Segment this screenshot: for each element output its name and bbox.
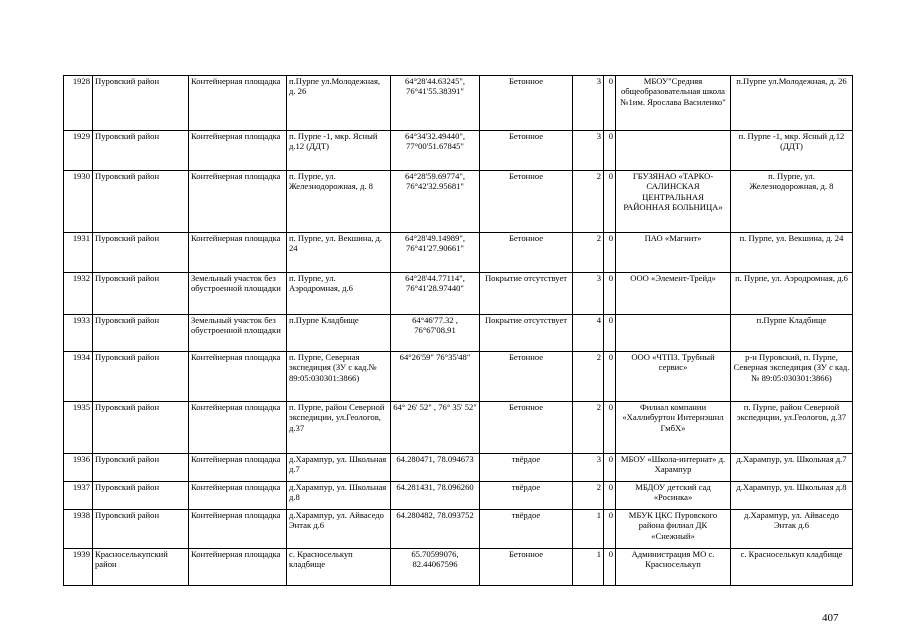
owner-cell: МБОУ «Школа-интернат» д. Харампур	[616, 454, 731, 482]
surface-cell: Бетонное	[480, 549, 573, 586]
coordinates-cell: 64°28'49.14989", 76°41'27.90661"	[391, 233, 480, 273]
container-count-cell: 3	[573, 273, 604, 315]
address-cell: п. Пурпе, ул. Векшина, д. 24	[287, 233, 391, 273]
waste-source-cell: п. Пурпе -1, мкр. Ясный д.12 (ДДТ)	[731, 131, 853, 171]
surface-cell: Покрытие отсутствует	[480, 315, 573, 352]
container-count-cell: 2	[573, 402, 604, 454]
address-cell: п. Пурпе, Северная экспедиция (ЗУ с кад.№ 89:05:030301:3866)	[287, 352, 391, 402]
surface-cell: Бетонное	[480, 76, 573, 131]
row-number: 1933	[64, 315, 93, 352]
row-number: 1936	[64, 454, 93, 482]
coordinates-cell: 64°46'77.32 , 76°67'08.91	[391, 315, 480, 352]
row-number: 1929	[64, 131, 93, 171]
surface-cell: Бетонное	[480, 131, 573, 171]
row-number: 1935	[64, 402, 93, 454]
table-row	[64, 76, 853, 131]
owner-cell: ГБУЗЯНАО «ТАРКО-САЛИНСКАЯ ЦЕНТРАЛЬНАЯ РАЙОННАЯ БОЛЬНИЦА»	[616, 171, 731, 233]
table-row	[64, 482, 853, 510]
container-count-2-cell: 0	[604, 352, 616, 402]
container-count-2-cell: 0	[604, 233, 616, 273]
container-count-2-cell: 0	[604, 76, 616, 131]
row-number: 1939	[64, 549, 93, 586]
site-type-cell: Земельный участок без обустроенной площадки	[189, 273, 287, 315]
district-cell: Пуровский район	[93, 233, 189, 273]
address-cell: п. Пурпе, ул. Железнодорожная, д. 8	[287, 171, 391, 233]
table-row	[64, 233, 853, 273]
address-cell: п. Пурпе -1, мкр. Ясный д.12 (ДДТ)	[287, 131, 391, 171]
container-count-cell: 2	[573, 233, 604, 273]
district-cell: Пуровский район	[93, 482, 189, 510]
district-cell: Пуровский район	[93, 402, 189, 454]
waste-source-cell: д.Харампур, ул. Школьная д.7	[731, 454, 853, 482]
container-count-cell: 3	[573, 76, 604, 131]
container-count-cell: 1	[573, 510, 604, 549]
container-count-cell: 3	[573, 454, 604, 482]
surface-cell: твёрдое	[480, 510, 573, 549]
district-cell: Пуровский район	[93, 315, 189, 352]
waste-source-cell: п.Пурпе Кладбище	[731, 315, 853, 352]
container-count-2-cell: 0	[604, 273, 616, 315]
container-count-cell: 1	[573, 549, 604, 586]
district-cell: Пуровский район	[93, 510, 189, 549]
coordinates-cell: 64°28'59.69774", 76°42'32.95681"	[391, 171, 480, 233]
coordinates-cell: 65.70599076, 82.44067596	[391, 549, 480, 586]
container-count-cell: 4	[573, 315, 604, 352]
waste-source-cell: п.Пурпе ул.Молодежная, д. 26	[731, 76, 853, 131]
owner-cell	[616, 131, 731, 171]
coordinates-cell: 64.280471, 78.094673	[391, 454, 480, 482]
waste-source-cell: п. Пурпе, ул. Железнодорожная, д. 8	[731, 171, 853, 233]
address-cell: п.Пурпе ул.Молодежная, д. 26	[287, 76, 391, 131]
row-number: 1937	[64, 482, 93, 510]
table-body	[64, 76, 853, 586]
site-type-cell: Контейнерная площадка	[189, 510, 287, 549]
surface-cell: Покрытие отсутствует	[480, 273, 573, 315]
table-row	[64, 510, 853, 549]
container-count-2-cell: 0	[604, 454, 616, 482]
site-type-cell: Контейнерная площадка	[189, 76, 287, 131]
container-count-cell: 3	[573, 131, 604, 171]
waste-source-cell: п. Пурпе, ул. Векшина, д. 24	[731, 233, 853, 273]
table-row	[64, 315, 853, 352]
address-cell: с. Красноселькуп кладбище	[287, 549, 391, 586]
address-cell: д.Харампур, ул. Школьная д.8	[287, 482, 391, 510]
district-cell: Пуровский район	[93, 454, 189, 482]
owner-cell: МБУК ЦКС Пуровского района филиал ДК «Снежный»	[616, 510, 731, 549]
row-number: 1932	[64, 273, 93, 315]
owner-cell: МБДОУ детский сад «Росинка»	[616, 482, 731, 510]
address-cell: п. Пурпе, район Северной экспедиции, ул.Геологов, д.37	[287, 402, 391, 454]
surface-cell: Бетонное	[480, 352, 573, 402]
owner-cell	[616, 315, 731, 352]
container-count-cell: 2	[573, 171, 604, 233]
waste-source-cell: п. Пурпе, ул. Аэродромная, д.6	[731, 273, 853, 315]
site-type-cell: Контейнерная площадка	[189, 549, 287, 586]
site-type-cell: Контейнерная площадка	[189, 454, 287, 482]
surface-cell: твёрдое	[480, 454, 573, 482]
owner-cell: ПАО «Магнит»	[616, 233, 731, 273]
table-row	[64, 273, 853, 315]
district-cell: Пуровский район	[93, 352, 189, 402]
table-row	[64, 352, 853, 402]
district-cell: Пуровский район	[93, 131, 189, 171]
registry-table	[63, 75, 853, 586]
row-number: 1931	[64, 233, 93, 273]
table-row	[64, 402, 853, 454]
waste-source-cell: с. Красноселькуп кладбище	[731, 549, 853, 586]
site-type-cell: Контейнерная площадка	[189, 482, 287, 510]
owner-cell: ООО «Элемент-Трейд»	[616, 273, 731, 315]
table-row	[64, 549, 853, 586]
container-count-cell: 2	[573, 352, 604, 402]
row-number: 1934	[64, 352, 93, 402]
coordinates-cell: 64°28'44.63245", 76°41'55.38391"	[391, 76, 480, 131]
table-row	[64, 131, 853, 171]
container-count-2-cell: 0	[604, 402, 616, 454]
coordinates-cell: 64° 26' 52" , 76° 35' 52"	[391, 402, 480, 454]
owner-cell: Администрация МО с. Красноселькуп	[616, 549, 731, 586]
container-count-cell: 2	[573, 482, 604, 510]
district-cell: Пуровский район	[93, 76, 189, 131]
district-cell: Красноселькупский район	[93, 549, 189, 586]
container-count-2-cell: 0	[604, 549, 616, 586]
row-number: 1928	[64, 76, 93, 131]
site-type-cell: Контейнерная площадка	[189, 402, 287, 454]
site-type-cell: Земельный участок без обустроенной площадки	[189, 315, 287, 352]
container-count-2-cell: 0	[604, 482, 616, 510]
site-type-cell: Контейнерная площадка	[189, 131, 287, 171]
owner-cell: ООО «ЧТПЗ. Трубный сервис»	[616, 352, 731, 402]
waste-source-cell: д.Харампур, ул. Школьная д.8	[731, 482, 853, 510]
container-count-2-cell: 0	[604, 315, 616, 352]
site-type-cell: Контейнерная площадка	[189, 352, 287, 402]
address-cell: п.Пурпе Кладбище	[287, 315, 391, 352]
row-number: 1938	[64, 510, 93, 549]
address-cell: д.Харампур, ул. Школьная д.7	[287, 454, 391, 482]
coordinates-cell: 64°26'59" 76°35'48"	[391, 352, 480, 402]
address-cell: д.Харампур, ул. Айваседо Энтак д.6	[287, 510, 391, 549]
coordinates-cell: 64.281431, 78.096260	[391, 482, 480, 510]
row-number: 1930	[64, 171, 93, 233]
coordinates-cell: 64°28'44.77114", 76°41'28.97440"	[391, 273, 480, 315]
surface-cell: Бетонное	[480, 233, 573, 273]
surface-cell: Бетонное	[480, 171, 573, 233]
site-type-cell: Контейнерная площадка	[189, 233, 287, 273]
surface-cell: твёрдое	[480, 482, 573, 510]
surface-cell: Бетонное	[480, 402, 573, 454]
table-row	[64, 454, 853, 482]
waste-source-cell: р-н Пуровский, п. Пурпе, Северная экспедиция (ЗУ с кад.№ 89:05:030301:3866)	[731, 352, 853, 402]
coordinates-cell: 64°34'32.49440", 77°00'51.67845"	[391, 131, 480, 171]
container-count-2-cell: 0	[604, 510, 616, 549]
waste-source-cell: д.Харампур, ул. Айваседо Энтак д.6	[731, 510, 853, 549]
container-count-2-cell: 0	[604, 131, 616, 171]
district-cell: Пуровский район	[93, 171, 189, 233]
container-count-2-cell: 0	[604, 171, 616, 233]
district-cell: Пуровский район	[93, 273, 189, 315]
site-type-cell: Контейнерная площадка	[189, 171, 287, 233]
owner-cell: МБОУ"Средняя общеобразовательная школа №1им. Ярослава Василенко"	[616, 76, 731, 131]
coordinates-cell: 64.280482, 78.093752	[391, 510, 480, 549]
page-number: 407	[822, 612, 839, 624]
waste-source-cell: п. Пурпе, район Северной экспедиции, ул.Геологов, д.37	[731, 402, 853, 454]
owner-cell: Филиал компании «Халлибуртон Интернэшнл ГмбХ»	[616, 402, 731, 454]
table-row	[64, 171, 853, 233]
address-cell: п. Пурпе, ул. Аэродромная, д.6	[287, 273, 391, 315]
